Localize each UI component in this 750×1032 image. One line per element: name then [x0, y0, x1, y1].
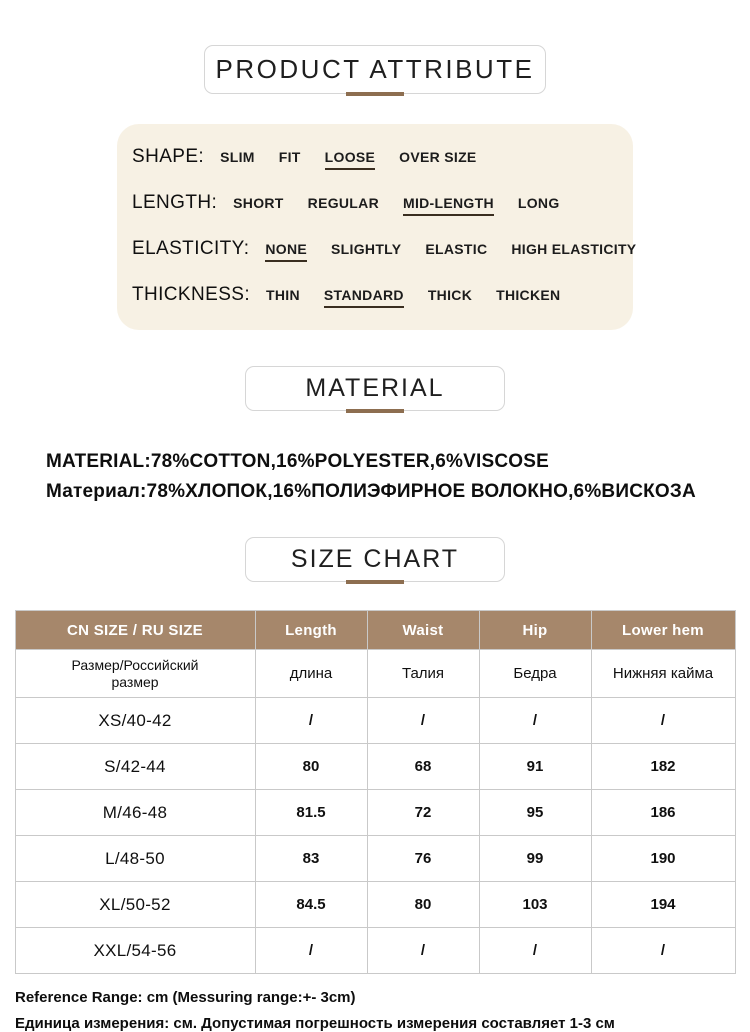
table-cell: 68 [367, 744, 479, 790]
size-chart-table [15, 610, 736, 974]
table-cell: 84.5 [255, 882, 367, 928]
column-subheader: Нижняя кайма [591, 650, 735, 698]
table-cell: 91 [479, 744, 591, 790]
attribute-option: THICK [427, 287, 473, 303]
table-row [15, 698, 735, 744]
table-cell: 194 [591, 882, 735, 928]
attribute-label: SHAPE: [132, 146, 205, 167]
material-composition [46, 447, 750, 507]
attribute-option: MID-LENGTH [403, 195, 494, 216]
reference-range-ru: Единица измерения: см. Допустимая погрешность измерения составляет 1-3 см [15, 1015, 615, 1032]
size-cell: XL/50-52 [15, 882, 255, 928]
product-attribute-title-wrap [0, 45, 750, 96]
attribute-options [233, 195, 559, 216]
material-line-ru: Материал:78%ХЛОПОК,16%ПОЛИЭФИРНОЕ ВОЛОКНО,6%ВИСКОЗА [46, 481, 696, 502]
attribute-option: LONG [517, 195, 560, 211]
attribute-option: HIGH ELASTICITY [511, 241, 637, 257]
attribute-row-elasticity [132, 238, 637, 262]
attribute-option: SLIM [220, 149, 255, 165]
column-header: CN SIZE / RU SIZE [15, 611, 255, 650]
attribute-label: LENGTH: [132, 192, 218, 213]
table-cell: / [479, 928, 591, 974]
product-attribute-title: PRODUCT ATTRIBUTE [215, 54, 535, 84]
table-cell: / [479, 698, 591, 744]
table-row [15, 836, 735, 882]
column-subheader [15, 650, 255, 698]
table-cell: 186 [591, 790, 735, 836]
table-cell: / [591, 928, 735, 974]
attribute-option: NONE [265, 241, 307, 262]
title-underline-dash [346, 580, 404, 584]
size-chart-title-wrap [0, 537, 750, 584]
table-header-row [15, 611, 735, 650]
size-cell: M/46-48 [15, 790, 255, 836]
size-cell: XXL/54-56 [15, 928, 255, 974]
title-underline-dash [346, 92, 404, 96]
table-cell: / [367, 698, 479, 744]
table-cell: 83 [255, 836, 367, 882]
column-subheader-label: Размер/Российский размер [71, 656, 199, 690]
attribute-label: ELASTICITY: [132, 238, 250, 259]
attribute-option: SLIGHTLY [331, 241, 402, 257]
attribute-row-shape [132, 146, 623, 170]
attribute-option: SHORT [233, 195, 284, 211]
column-header: Lower hem [591, 611, 735, 650]
table-row [15, 928, 735, 974]
attribute-option: ELASTIC [425, 241, 488, 257]
table-row [15, 744, 735, 790]
attribute-options [266, 287, 560, 308]
attribute-option: OVER SIZE [399, 149, 477, 165]
column-subheader: Бедра [479, 650, 591, 698]
size-chart-section [0, 537, 750, 1032]
material-line-en: MATERIAL:78%COTTON,16%POLYESTER,6%VISCOSE [46, 451, 550, 472]
size-chart-title-box [245, 537, 505, 582]
column-header: Waist [367, 611, 479, 650]
attribute-option: THIN [266, 287, 300, 303]
table-cell: / [591, 698, 735, 744]
product-attribute-section [0, 0, 750, 330]
table-row [15, 790, 735, 836]
size-chart-title: SIZE CHART [290, 545, 460, 573]
product-attribute-title-box [204, 45, 546, 94]
attribute-option: REGULAR [307, 195, 379, 211]
table-cell: 80 [367, 882, 479, 928]
attribute-options [265, 241, 636, 262]
material-section [0, 366, 750, 507]
table-cell: 80 [255, 744, 367, 790]
attribute-row-thickness [132, 284, 623, 308]
attribute-option: FIT [278, 149, 301, 165]
column-subheader: Талия [367, 650, 479, 698]
title-underline-dash [346, 409, 404, 413]
attribute-options [220, 149, 476, 170]
table-cell: 72 [367, 790, 479, 836]
attribute-panel [117, 124, 637, 330]
table-cell: / [255, 698, 367, 744]
column-header: Length [255, 611, 367, 650]
material-title-box [245, 366, 505, 411]
attribute-option: THICKEN [496, 287, 561, 303]
table-cell: 103 [479, 882, 591, 928]
size-cell: S/42-44 [15, 744, 255, 790]
column-subheader: длина [255, 650, 367, 698]
attribute-row-length [132, 192, 623, 216]
table-cell: 99 [479, 836, 591, 882]
size-cell: XS/40-42 [15, 698, 255, 744]
table-cell: 190 [591, 836, 735, 882]
column-header: Hip [479, 611, 591, 650]
attribute-option: STANDARD [324, 287, 404, 308]
reference-notes [15, 989, 750, 1032]
attribute-option: LOOSE [325, 149, 376, 170]
table-cell: / [255, 928, 367, 974]
table-subheader-row [15, 650, 735, 698]
reference-range-en: Reference Range: cm (Messuring range:+- 3cm) [15, 989, 356, 1006]
material-title: MATERIAL [305, 374, 445, 402]
attribute-label: THICKNESS: [132, 284, 251, 305]
size-cell: L/48-50 [15, 836, 255, 882]
table-cell: / [367, 928, 479, 974]
table-cell: 81.5 [255, 790, 367, 836]
table-cell: 95 [479, 790, 591, 836]
table-cell: 182 [591, 744, 735, 790]
table-row [15, 882, 735, 928]
table-cell: 76 [367, 836, 479, 882]
material-title-wrap [0, 366, 750, 413]
